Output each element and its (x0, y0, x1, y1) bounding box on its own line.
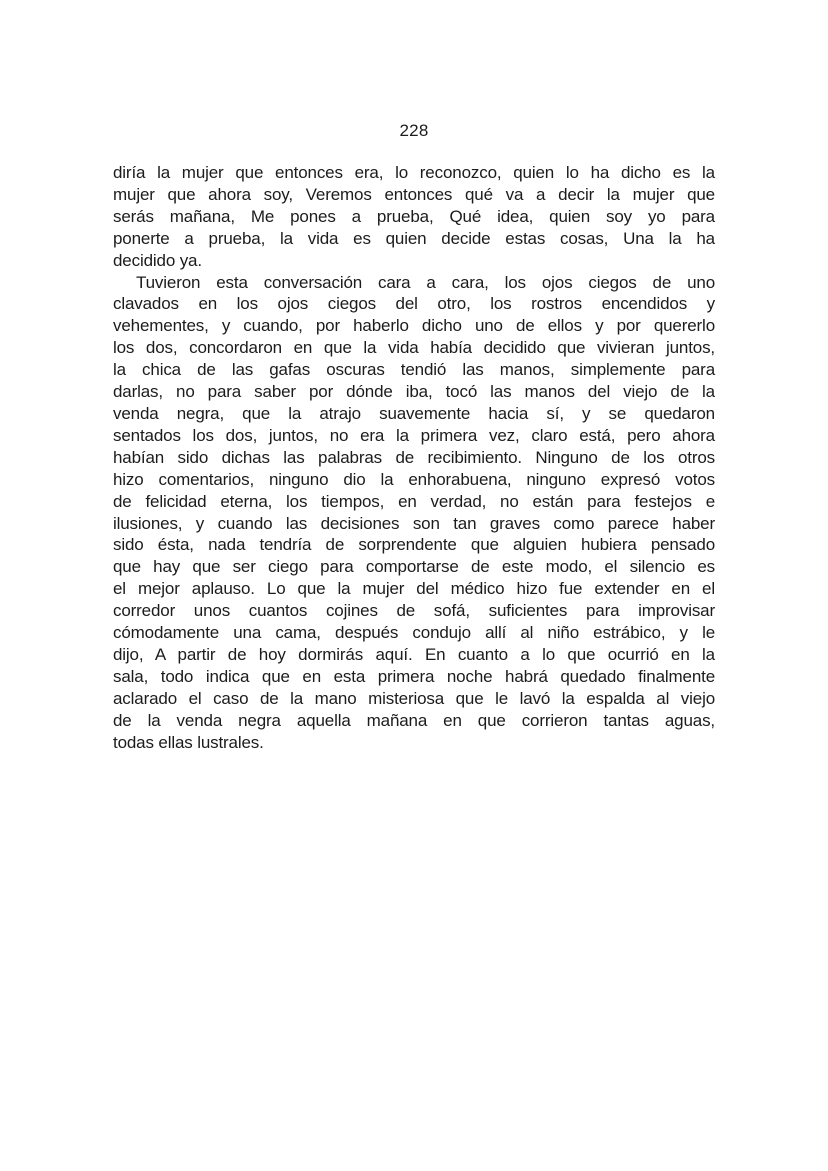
text-line: darlas, no para saber por dónde iba, tocó las manos del viejo de la (113, 382, 715, 402)
text-line: aclarado el caso de la mano misteriosa que le lavó la espalda al viejo (113, 688, 715, 708)
text-line: decidido ya. (113, 250, 202, 270)
text-line: vehementes, y cuando, por haberlo dicho uno de ellos y por quererlo (113, 316, 715, 336)
text-line: sala, todo indica que en esta primera noche habrá quedado finalmente (113, 666, 715, 686)
text-line: de la venda negra aquella mañana en que corrieron tantas aguas, (113, 710, 715, 730)
text-line: habían sido dichas las palabras de recibimiento. Ninguno de los otros (113, 447, 715, 467)
text-line: venda negra, que la atrajo suavemente hacia sí, y se quedaron (113, 403, 715, 423)
text-line: corredor unos cuantos cojines de sofá, suficientes para improvisar (113, 601, 715, 621)
text-line: ponerte a prueba, la vida es quien decide estas cosas, Una la ha (113, 228, 715, 248)
text-line: los dos, concordaron en que la vida había decidido que vivieran juntos, (113, 338, 715, 358)
text-line: sentados los dos, juntos, no era la primera vez, claro está, pero ahora (113, 425, 715, 445)
text-line: cómodamente una cama, después condujo allí al niño estrábico, y le (113, 623, 715, 643)
paragraph (113, 272, 715, 754)
page-number: 228 (399, 121, 429, 140)
text-line: dijo, A partir de hoy dormirás aquí. En cuanto a lo que ocurrió en la (113, 644, 715, 664)
text-line: hizo comentarios, ninguno dio la enhorabuena, ninguno expresó votos (113, 469, 715, 489)
text-line: serás mañana, Me pones a prueba, Qué idea, quien soy yo para (113, 206, 715, 226)
text-line: Tuvieron esta conversación cara a cara, los ojos ciegos de uno (136, 272, 715, 292)
body-text (113, 162, 715, 753)
text-line: ilusiones, y cuando las decisiones son tan graves como parece haber (113, 513, 715, 533)
text-line: diría la mujer que entonces era, lo reconozco, quien lo ha dicho es la (113, 163, 715, 182)
text-line: mujer que ahora soy, Veremos entonces qué va a decir la mujer que (113, 184, 715, 204)
text-line: todas ellas lustrales. (113, 732, 264, 752)
text-line: sido ésta, nada tendría de sorprendente que alguien hubiera pensado (113, 535, 715, 555)
text-line: clavados en los ojos ciegos del otro, los rostros encendidos y (113, 294, 715, 314)
text-line: de felicidad eterna, los tiempos, en verdad, no están para festejos e (113, 491, 715, 511)
text-line: la chica de las gafas oscuras tendió las manos, simplemente para (113, 360, 715, 380)
text-line: el mejor aplauso. Lo que la mujer del médico hizo fue extender en el (113, 579, 715, 599)
paragraph (113, 162, 715, 272)
text-line: que hay que ser ciego para comportarse de este modo, el silencio es (113, 557, 715, 577)
